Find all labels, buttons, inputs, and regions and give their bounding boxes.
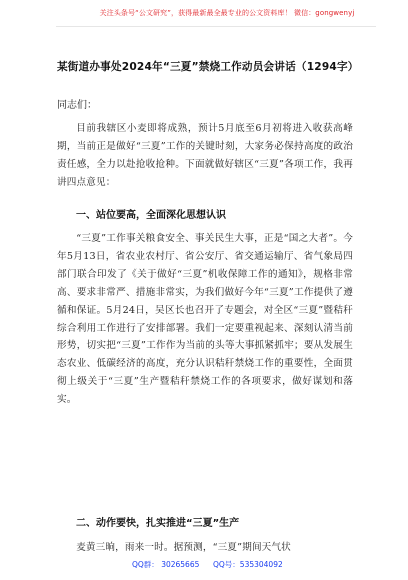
salutation: 同志们： xyxy=(57,100,97,111)
document-title: 某街道办事处2024年“三夏”禁烧工作动员会讲话（1294字） xyxy=(57,61,359,73)
paragraph-section-1: “三夏”工作事关粮食安全、事关民生大事，正是“国之大者”。今年5月13日，省农业农村厅、省公安厅、省交通运输厅、省气象局四部门联合印发了《关于做好“三夏”机收保障工作的通知》，规格非常高、要求非常严、措施非常实，为我们做好今年“三夏”工作提供了遵循和保证。5月24日，吴区长也召开了专题会，对全区“三夏”暨秸秆综合利用工作进行了安排部署。我们一定要重视起来、深刻认清当前形势，切实把“三夏”工作作为当前的头等大事抓紧抓牢；要从发展生态农业、低碳经济的高度，充分认识秸秆禁烧工作的重要性，全面贯彻上级关于“三夏”生产暨秸秆禁烧工作的各项要求，做好谋划和落实。 xyxy=(57,233,353,406)
banner-divider xyxy=(56,26,376,27)
paragraph-intro: 目前我辖区小麦即将成熟，预计5月底至6月初将进入收获高峰期，当前正是做好“三夏”工作的关键时刻，大家务必保持高度的政治责任感，全力以赴抢收抢种。下面就做好辖区“三夏”各项工作，我再讲四点意见： xyxy=(57,123,353,188)
section-heading-2: 二、动作要快，扎实推进“三夏”生产 xyxy=(76,518,240,529)
qq-group-text: QQ群： 30265665 xyxy=(132,560,200,569)
section-heading-1: 一、站位要高，全面深化思想认识 xyxy=(76,210,226,221)
qq-number-text: QQ号：535304092 xyxy=(213,560,283,569)
paragraph-section-2: 麦黄三晌，雨来一时。据预测，“三夏”期间天气状 xyxy=(76,542,291,553)
promo-banner: 关注头条号“公文研究”，获得最新最全最专业的公文资料库！ 微信：gongwenyj xyxy=(99,9,355,17)
